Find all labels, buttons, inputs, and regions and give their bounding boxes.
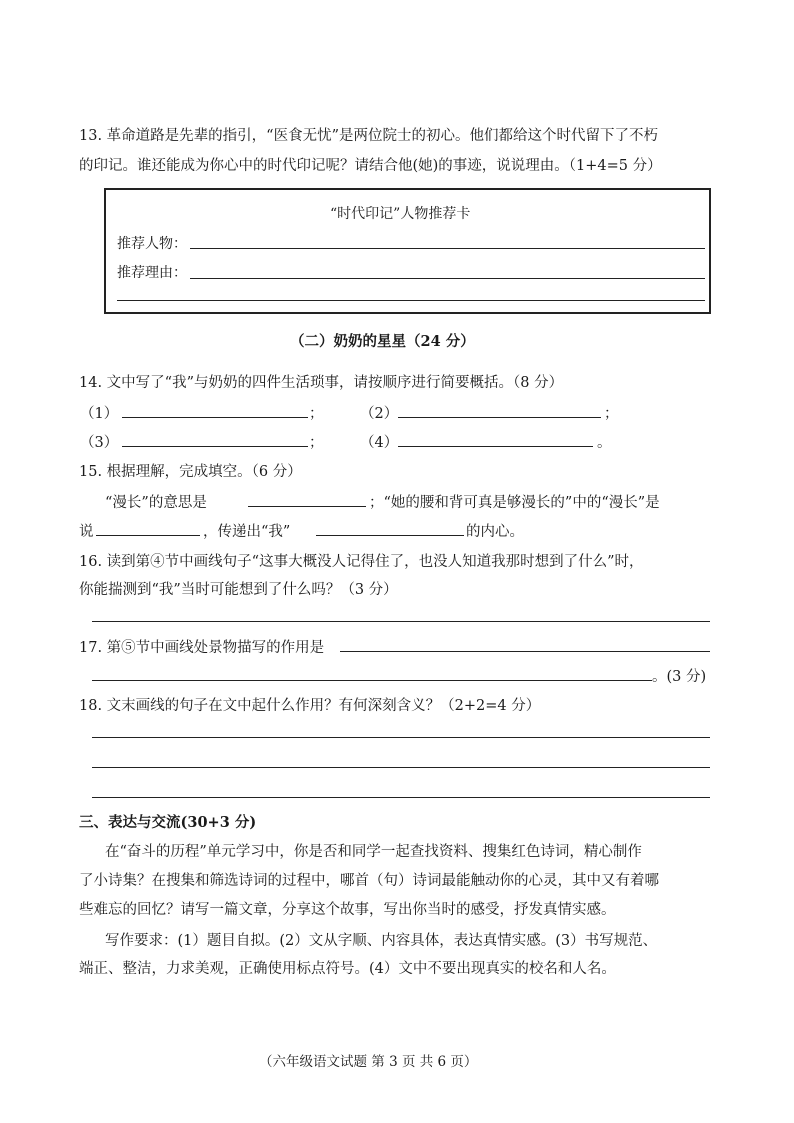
q14-item-2-num: （2） bbox=[360, 406, 399, 422]
section-3-heading: 三、表达与交流(30+3 分) bbox=[79, 814, 257, 831]
q15-line1-part-a: “漫长”的意思是 bbox=[105, 495, 207, 511]
q17-end: 。(3 分) bbox=[652, 669, 707, 685]
card-person-answer-line[interactable] bbox=[190, 248, 705, 249]
q16-answer-line[interactable] bbox=[92, 621, 710, 622]
section-3-para-line-1: 在“奋斗的历程”单元学习中，你是否和同学一起查找资料、搜集红色诗词，精心制作 bbox=[105, 844, 642, 860]
q14-item-3-line[interactable] bbox=[122, 446, 308, 447]
q18-answer-line-1[interactable] bbox=[92, 737, 710, 738]
writing-requirements-line-1: 写作要求：(1）题目自拟。(2）文从字顺、内容具体，表达真情实感。(3）书写规范、 bbox=[105, 933, 658, 949]
q14-item-1-num: （1） bbox=[80, 406, 119, 422]
q14-item-4-end: 。 bbox=[597, 435, 612, 451]
section-2-heading: （二）奶奶的星星（24 分） bbox=[290, 333, 475, 350]
q15-text: 15. 根据理解，完成填空。（6 分） bbox=[79, 464, 302, 480]
card-reason-answer-line-2[interactable] bbox=[117, 300, 705, 301]
section-3-para-line-3: 些难忘的回忆？请写一篇文章，分享这个故事，写出你当时的感受，抒发真情实感。 bbox=[79, 902, 616, 918]
writing-requirements-line-2: 端正、整洁，力求美观，正确使用标点符号。(4）文中不要出现真实的校名和人名。 bbox=[79, 961, 616, 977]
q17-answer-line-2[interactable] bbox=[92, 680, 652, 681]
q15-blank-1[interactable] bbox=[248, 506, 366, 507]
q17-answer-line-1[interactable] bbox=[340, 651, 710, 652]
q15-blank-2[interactable] bbox=[96, 535, 200, 536]
q14-item-1-line[interactable] bbox=[122, 417, 308, 418]
q14-text: 14. 文中写了“我”与奶奶的四件生活琐事，请按顺序进行简要概括。（8 分） bbox=[79, 375, 564, 391]
q15-line2-part-a: 说 bbox=[79, 524, 94, 540]
q13-line-1: 13. 革命道路是先辈的指引，“医食无忧”是两位院士的初心。他们都给这个时代留下了不朽 bbox=[79, 128, 658, 144]
card-reason-label: 推荐理由： bbox=[117, 265, 187, 281]
card-title: “时代印记”人物推荐卡 bbox=[330, 206, 471, 222]
q14-item-4-line[interactable] bbox=[398, 446, 593, 447]
q14-item-4-num: （4） bbox=[360, 435, 399, 451]
q17-text: 17. 第⑤节中画线处景物描写的作用是 bbox=[79, 640, 325, 656]
q14-item-2-end: ； bbox=[604, 406, 619, 422]
q16-line-1: 16. 读到第④节中画线句子“这事大概没人记得住了，也没人知道我那时想到了什么”时， bbox=[79, 554, 644, 570]
q18-answer-line-2[interactable] bbox=[92, 767, 710, 768]
q14-item-2-line[interactable] bbox=[398, 417, 601, 418]
card-reason-answer-line-1[interactable] bbox=[190, 278, 705, 279]
q14-item-1-end: ； bbox=[309, 406, 324, 422]
card-person-label: 推荐人物： bbox=[117, 236, 187, 252]
q15-line1-part-b: ；“她的腰和背可真是够漫长的”中的“漫长”是 bbox=[369, 495, 660, 511]
q15-line2-part-c: 的内心。 bbox=[466, 524, 524, 540]
q15-blank-3[interactable] bbox=[316, 535, 464, 536]
section-3-para-line-2: 了小诗集？在搜集和筛选诗词的过程中，哪首（句）诗词最能触动你的心灵，其中又有着哪 bbox=[79, 873, 659, 889]
q18-answer-line-3[interactable] bbox=[92, 797, 710, 798]
q14-item-3-num: （3） bbox=[80, 435, 119, 451]
q13-line-2: 的印记。谁还能成为你心中的时代印记呢？请结合他(她)的事迹，说说理由。（1+4=5 分） bbox=[79, 158, 662, 174]
q14-item-3-end: ； bbox=[309, 435, 324, 451]
page-footer: （六年级语文试题 第 3 页 共 6 页） bbox=[259, 1054, 478, 1070]
q16-line-2: 你能揣测到“我”当时可能想到了什么吗？（3 分） bbox=[79, 582, 398, 598]
q15-line2-part-b: ，传递出“我” bbox=[203, 524, 291, 540]
q18-text: 18. 文末画线的句子在文中起什么作用？有何深刻含义？（2+2=4 分） bbox=[79, 698, 541, 714]
